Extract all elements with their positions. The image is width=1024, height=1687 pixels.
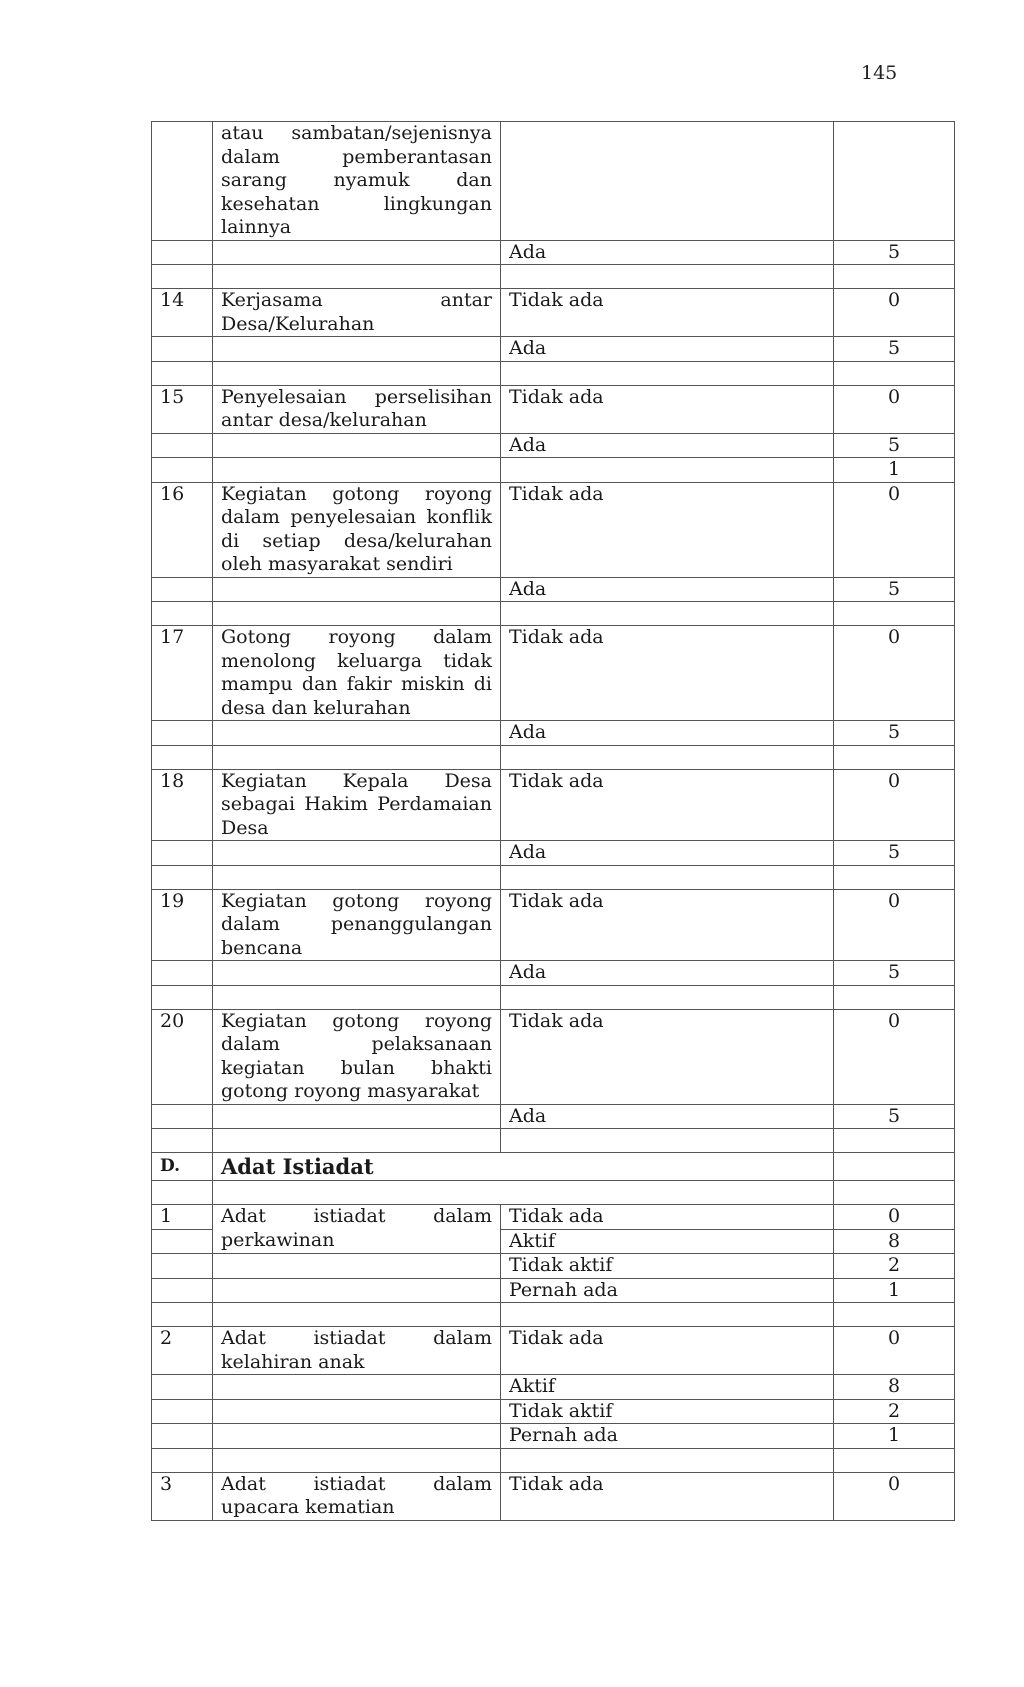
- indicator-text: Gotong royong dalam menolong keluarga tidak mampu dan fakir miskin di desa dan kelurahan: [213, 626, 501, 721]
- indicator-text: [213, 1254, 501, 1279]
- category-text: Tidak ada: [501, 769, 834, 841]
- indicator-text: [213, 1399, 501, 1424]
- category-text: Aktif: [501, 1375, 834, 1400]
- score-value: 1: [834, 1278, 955, 1303]
- category-text: Pernah ada: [501, 1278, 834, 1303]
- score-value: 0: [834, 289, 955, 337]
- section-header-row: [152, 1153, 955, 1181]
- table-row: [152, 1278, 955, 1303]
- table-row: [152, 289, 955, 337]
- score-value: 1: [834, 1424, 955, 1449]
- table-row: [152, 769, 955, 841]
- row-number: [152, 458, 213, 483]
- row-number: [152, 961, 213, 986]
- spacer-row: [152, 1303, 955, 1327]
- score-value: 0: [834, 769, 955, 841]
- table-row: [152, 1205, 955, 1230]
- table-row: [152, 385, 955, 433]
- score-value: 5: [834, 721, 955, 746]
- spacer-row: [152, 265, 955, 289]
- indicator-text: [213, 1375, 501, 1400]
- table-row: [152, 1472, 955, 1520]
- row-number: 2: [152, 1327, 213, 1375]
- empty-cell: [834, 602, 955, 626]
- score-value: 8: [834, 1229, 955, 1254]
- category-text: Ada: [501, 433, 834, 458]
- table-row: [152, 889, 955, 961]
- spacer-row: [152, 361, 955, 385]
- score-value: 5: [834, 577, 955, 602]
- indicator-text: Kegiatan gotong royong dalam penyelesaian konflik di setiap desa/kelurahan oleh masyarakat sendiri: [213, 482, 501, 577]
- table-row: [152, 1399, 955, 1424]
- indicator-text: [213, 337, 501, 362]
- empty-cell: [213, 745, 501, 769]
- row-number: 17: [152, 626, 213, 721]
- row-number: [152, 1424, 213, 1449]
- category-text: Pernah ada: [501, 1424, 834, 1449]
- category-text: Aktif: [501, 1229, 834, 1254]
- empty-cell: [834, 745, 955, 769]
- indicator-text: [213, 240, 501, 265]
- row-number: 3: [152, 1472, 213, 1520]
- empty-cell: [213, 265, 501, 289]
- spacer-row: [152, 1129, 955, 1153]
- category-text: Ada: [501, 721, 834, 746]
- category-text: Ada: [501, 841, 834, 866]
- indicator-text: [213, 961, 501, 986]
- empty-cell: [213, 1181, 834, 1205]
- category-text: [501, 122, 834, 241]
- empty-cell: [501, 1448, 834, 1472]
- category-text: Tidak ada: [501, 1327, 834, 1375]
- category-text: Ada: [501, 240, 834, 265]
- score-value: 0: [834, 1205, 955, 1230]
- indicator-text: Adat istiadat dalam perkawinan: [213, 1205, 501, 1254]
- indicator-text: Adat istiadat dalam upacara kematian: [213, 1472, 501, 1520]
- row-number: [152, 1229, 213, 1254]
- score-value: 0: [834, 626, 955, 721]
- category-text: Ada: [501, 961, 834, 986]
- category-text: Tidak ada: [501, 289, 834, 337]
- row-number: 16: [152, 482, 213, 577]
- category-text: [501, 458, 834, 483]
- spacer-row: [152, 1181, 955, 1205]
- category-text: Ada: [501, 1104, 834, 1129]
- row-number: [152, 1278, 213, 1303]
- table-row: [152, 1424, 955, 1449]
- spacer-row: [152, 602, 955, 626]
- empty-cell: [834, 361, 955, 385]
- row-number: [152, 721, 213, 746]
- indicator-text: [213, 721, 501, 746]
- score-value: 5: [834, 240, 955, 265]
- empty-cell: [501, 865, 834, 889]
- indicator-text: Kegiatan gotong royong dalam pelaksanaan kegiatan bulan bhakti gotong royong masyarakat: [213, 1009, 501, 1104]
- score-value: 0: [834, 889, 955, 961]
- row-number: [152, 1254, 213, 1279]
- row-number: 20: [152, 1009, 213, 1104]
- empty-cell: [834, 1181, 955, 1205]
- score-value: 5: [834, 961, 955, 986]
- empty-cell: [213, 985, 501, 1009]
- score-value: 1: [834, 458, 955, 483]
- empty-cell: [834, 1448, 955, 1472]
- empty-cell: [213, 1129, 501, 1153]
- table-row: [152, 1254, 955, 1279]
- table-row: [152, 1104, 955, 1129]
- table-row: [152, 1009, 955, 1104]
- row-number: 14: [152, 289, 213, 337]
- indicator-text: atau sambatan/sejenisnya dalam pemberantasan sarang nyamuk dan kesehatan lingkungan lainnya: [213, 122, 501, 241]
- table-row: [152, 458, 955, 483]
- indicator-text: [213, 1424, 501, 1449]
- empty-cell: [501, 602, 834, 626]
- empty-cell: [501, 745, 834, 769]
- score-value: 0: [834, 1327, 955, 1375]
- indicator-text: [213, 433, 501, 458]
- table-row: [152, 240, 955, 265]
- indicator-text: Adat istiadat dalam kelahiran anak: [213, 1327, 501, 1375]
- table-row: [152, 626, 955, 721]
- empty-cell: [834, 865, 955, 889]
- empty-cell: [834, 1303, 955, 1327]
- row-number: [152, 122, 213, 241]
- category-text: Tidak ada: [501, 385, 834, 433]
- table-row: [152, 1375, 955, 1400]
- row-number: 1: [152, 1205, 213, 1230]
- empty-cell: [152, 745, 213, 769]
- empty-cell: [213, 1448, 501, 1472]
- category-text: Tidak ada: [501, 626, 834, 721]
- indicator-text: [213, 458, 501, 483]
- empty-cell: [152, 1303, 213, 1327]
- empty-cell: [501, 1129, 834, 1153]
- empty-cell: [152, 985, 213, 1009]
- category-text: Ada: [501, 577, 834, 602]
- row-number: [152, 433, 213, 458]
- empty-cell: [501, 985, 834, 1009]
- row-number: 18: [152, 769, 213, 841]
- empty-cell: [152, 1181, 213, 1205]
- table-row: [152, 337, 955, 362]
- category-text: Tidak aktif: [501, 1254, 834, 1279]
- table-row: [152, 721, 955, 746]
- empty-cell: [152, 865, 213, 889]
- category-text: Tidak ada: [501, 1472, 834, 1520]
- score-value: 5: [834, 841, 955, 866]
- empty-cell: [501, 361, 834, 385]
- score-value: 5: [834, 1104, 955, 1129]
- category-text: Tidak ada: [501, 1009, 834, 1104]
- row-number: [152, 841, 213, 866]
- empty-cell: [152, 265, 213, 289]
- empty-cell: [213, 1303, 501, 1327]
- empty-cell: [834, 985, 955, 1009]
- score-value: 5: [834, 337, 955, 362]
- spacer-row: [152, 985, 955, 1009]
- indicator-text: Kegiatan gotong royong dalam penanggulangan bencana: [213, 889, 501, 961]
- section-title: Adat Istiadat: [213, 1153, 834, 1181]
- table-row: [152, 577, 955, 602]
- empty-cell: [213, 865, 501, 889]
- empty-cell: [501, 1303, 834, 1327]
- score-value: [834, 122, 955, 241]
- empty-cell: [152, 602, 213, 626]
- spacer-row: [152, 1448, 955, 1472]
- spacer-row: [152, 865, 955, 889]
- table-row: [152, 841, 955, 866]
- row-number: 19: [152, 889, 213, 961]
- score-value: 5: [834, 433, 955, 458]
- empty-cell: [152, 1448, 213, 1472]
- indicator-text: [213, 577, 501, 602]
- score-value: 2: [834, 1254, 955, 1279]
- table-row: [152, 482, 955, 577]
- row-number: [152, 240, 213, 265]
- score-value: 8: [834, 1375, 955, 1400]
- table-row: [152, 961, 955, 986]
- empty-cell: [501, 265, 834, 289]
- category-text: Tidak aktif: [501, 1399, 834, 1424]
- score-value: 0: [834, 1009, 955, 1104]
- score-value: 0: [834, 482, 955, 577]
- score-value: 0: [834, 385, 955, 433]
- empty-cell: [213, 602, 501, 626]
- category-text: Tidak ada: [501, 482, 834, 577]
- empty-cell: [834, 1129, 955, 1153]
- empty-cell: [152, 1129, 213, 1153]
- row-number: [152, 577, 213, 602]
- table-row: [152, 433, 955, 458]
- indicator-text: Penyelesaian perselisihan antar desa/kelurahan: [213, 385, 501, 433]
- indicator-text: [213, 1278, 501, 1303]
- table-body: [152, 122, 955, 1521]
- section-letter: D.: [152, 1153, 213, 1181]
- page-number: 145: [861, 62, 898, 84]
- table-row: [152, 1327, 955, 1375]
- score-value: 0: [834, 1472, 955, 1520]
- empty-cell: [213, 361, 501, 385]
- indicator-text: Kegiatan Kepala Desa sebagai Hakim Perdamaian Desa: [213, 769, 501, 841]
- row-number: [152, 1104, 213, 1129]
- row-number: [152, 1375, 213, 1400]
- row-number: 15: [152, 385, 213, 433]
- table-row: [152, 122, 955, 241]
- empty-cell: [834, 1153, 955, 1181]
- indicator-text: [213, 1104, 501, 1129]
- spacer-row: [152, 745, 955, 769]
- row-number: [152, 337, 213, 362]
- score-value: 2: [834, 1399, 955, 1424]
- indicator-text: Kerjasama antar Desa/Kelurahan: [213, 289, 501, 337]
- indicator-text: [213, 841, 501, 866]
- category-text: Tidak ada: [501, 1205, 834, 1230]
- empty-cell: [152, 361, 213, 385]
- category-text: Tidak ada: [501, 889, 834, 961]
- empty-cell: [834, 265, 955, 289]
- row-number: [152, 1399, 213, 1424]
- assessment-table: [151, 121, 955, 1521]
- category-text: Ada: [501, 337, 834, 362]
